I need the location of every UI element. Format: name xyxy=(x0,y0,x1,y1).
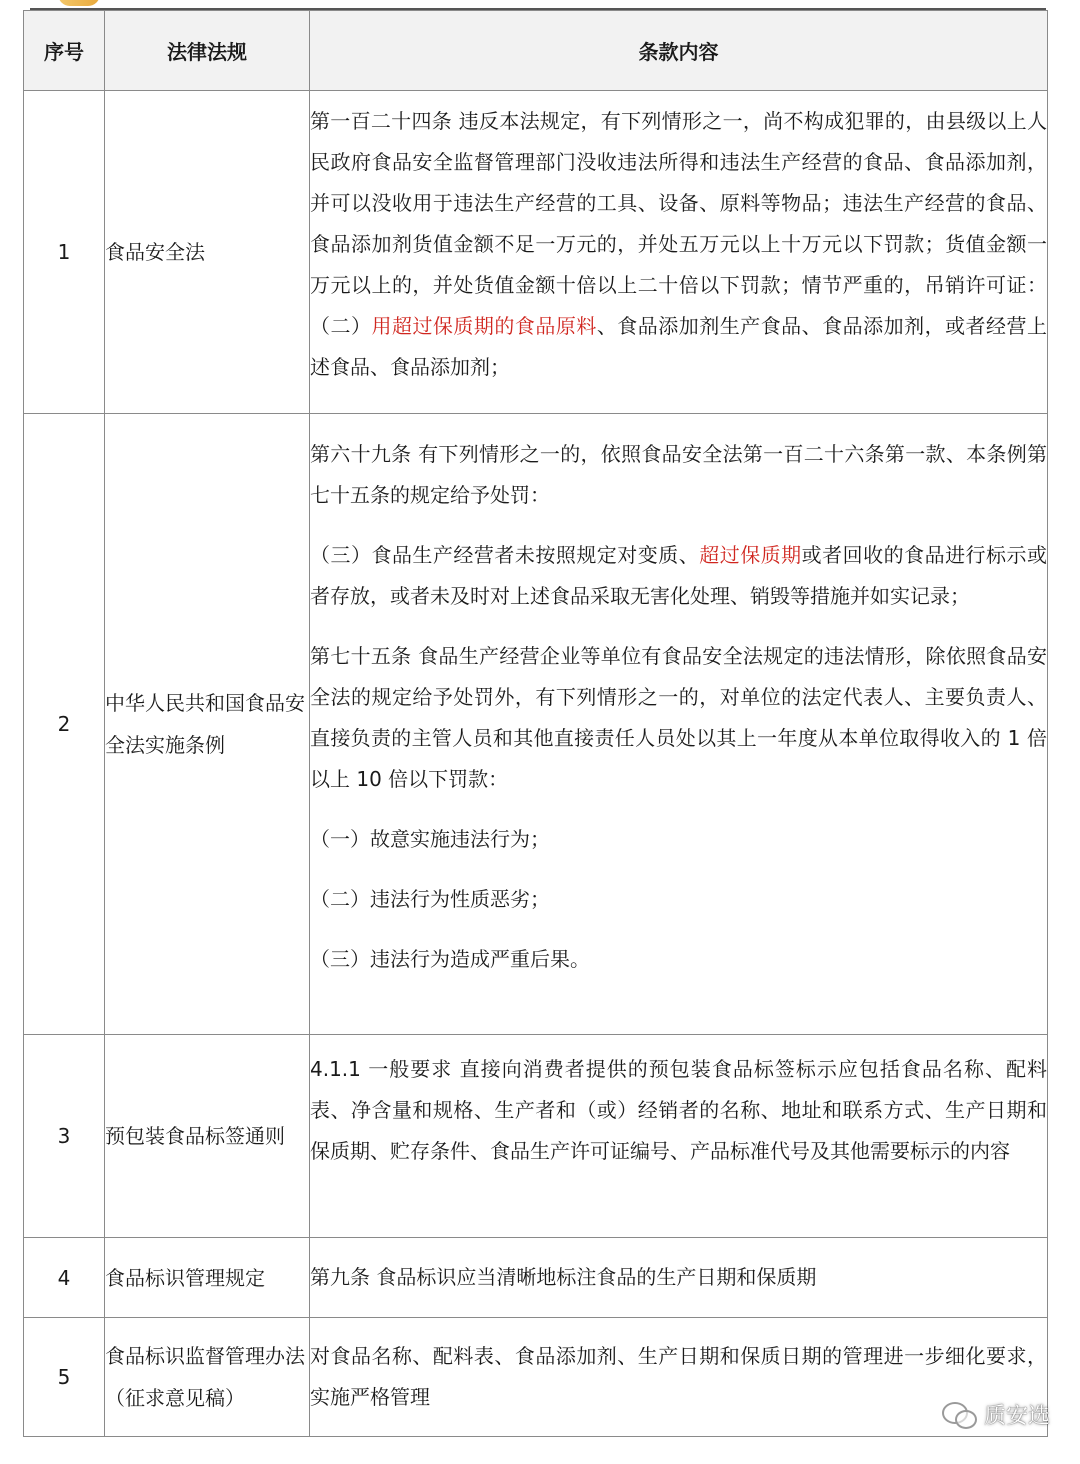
law-name: 预包装食品标签通则 xyxy=(105,1035,310,1238)
table-row xyxy=(24,1035,1048,1238)
table-header-row xyxy=(24,11,1048,91)
row-number: 1 xyxy=(24,91,105,414)
clause-content xyxy=(310,414,1048,1035)
row-number: 2 xyxy=(24,414,105,1035)
clause-paragraph: 第九条 食品标识应当清晰地标注食品的生产日期和保质期 xyxy=(310,1265,817,1289)
highlighted-text: 用超过保质期的食品原料 xyxy=(371,314,597,338)
row-number: 3 xyxy=(24,1035,105,1238)
law-name: 食品标识监督管理办法（征求意见稿） xyxy=(105,1318,310,1437)
clause-paragraph: 4.1.1 一般要求 直接向消费者提供的预包装食品标签标示应包括食品名称、配料表、净含量和规格、生产者和（或）经销者的名称、地址和联系方式、生产日期和保质期、贮存条件、食品生产许可证编号、产品标准代号及其他需要标示的内容 xyxy=(310,1057,1047,1163)
clause-content xyxy=(310,1318,1048,1437)
row-number: 5 xyxy=(24,1318,105,1437)
clause-paragraph: （二）违法行为性质恶劣； xyxy=(310,887,550,911)
clause-content xyxy=(310,91,1048,414)
clause-paragraph: 第六十九条 有下列情形之一的，依照食品安全法第一百二十六条第一款、本条例第七十五条的规定给予处罚： xyxy=(310,442,1047,507)
clause-paragraph: （一）故意实施违法行为； xyxy=(310,827,550,851)
table-row xyxy=(24,1318,1048,1437)
watermark xyxy=(942,1399,1050,1430)
clause-paragraph: 对食品名称、配料表、食品添加剂、生产日期和保质日期的管理进一步细化要求，实施严格管理 xyxy=(310,1344,1047,1409)
law-table xyxy=(23,10,1048,1437)
watermark-text: 质安选 xyxy=(983,1404,1050,1429)
clause-content xyxy=(310,1035,1048,1238)
table-row xyxy=(24,1238,1048,1318)
clause-paragraph: （三）违法行为造成严重后果。 xyxy=(310,947,590,971)
clause-text: 第一百二十四条 违反本法规定，有下列情形之一，尚不构成犯罪的，由县级以上人民政府食品安全监督管理部门没收违法所得和违法生产经营的食品、食品添加剂，并可以没收用于违法生产经营的工具、设备、原料等物品；违法生产经营的食品、食品添加剂货值金额不足一万元的，并处五万元以上十万元以下罚款；货值金额一万元以上的，并处货值金额十倍以上二十倍以下罚款；情节严重的，吊销许可证：（二） xyxy=(310,109,1047,338)
clause-content xyxy=(310,1238,1048,1318)
clause-paragraph: 第七十五条 食品生产经营企业等单位有食品安全法规定的违法情形，除依照食品安全法的规定给予处罚外，有下列情形之一的，对单位的法定代表人、主要负责人、直接负责的主管人员和其他直接责任人员处以其上一年度从本单位取得收入的 1 倍以上 10 倍以下罚款： xyxy=(310,644,1047,791)
law-name: 食品安全法 xyxy=(105,91,310,414)
clause-text: 或者回收的食品进行标示或者存放，或者未及时对上述食品采取无害化处理、销毁等措施并如实记录； xyxy=(310,543,1048,608)
header-content: 条款内容 xyxy=(310,11,1048,91)
highlighted-text: 超过保质期 xyxy=(699,543,802,567)
top-logo-fragment xyxy=(58,0,100,6)
clause-text: （三）食品生产经营者未按照规定对变质、 xyxy=(310,543,700,567)
header-law: 法律法规 xyxy=(105,11,310,91)
law-name: 食品标识管理规定 xyxy=(105,1238,310,1318)
table-row xyxy=(24,414,1048,1035)
wechat-icon xyxy=(942,1402,976,1428)
clause-paragraph xyxy=(310,535,1047,617)
table-row xyxy=(24,91,1048,414)
clause-text: 、食品添加剂生产食品、食品添加剂，或者经营上述食品、食品添加剂； xyxy=(310,314,1048,379)
clause-paragraph xyxy=(310,101,1047,388)
header-no: 序号 xyxy=(24,11,105,91)
row-number: 4 xyxy=(24,1238,105,1318)
law-name: 中华人民共和国食品安全法实施条例 xyxy=(105,414,310,1035)
